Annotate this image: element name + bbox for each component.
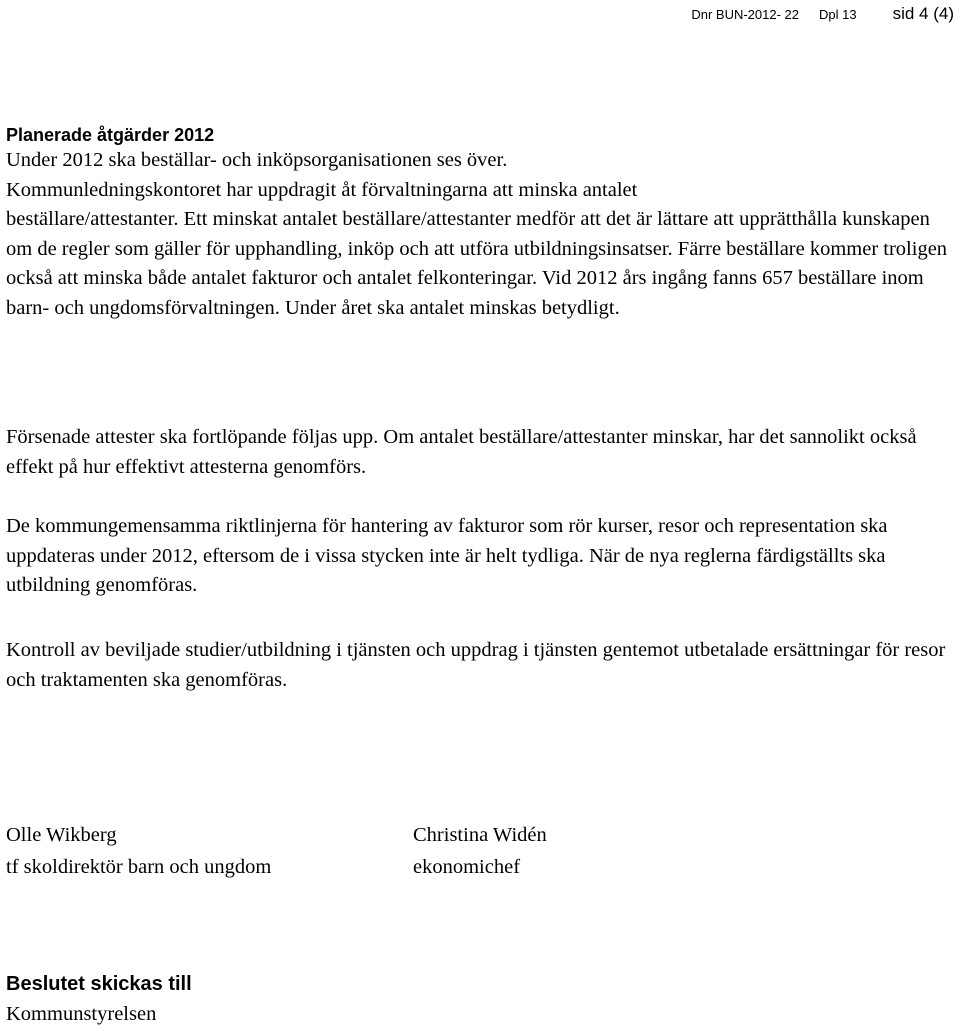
signature-block [6, 819, 271, 883]
signatory-title: tf skoldirektör barn och ungdom [6, 856, 272, 878]
document-number: Dnr BUN-2012- 22 [691, 7, 799, 22]
paragraph-guidelines: De kommungemensamma riktlinjerna för hantering av fakturor som rör kurser, resor och representation ska uppdateras under 2012, eftersom de i vissa stycken inte är helt tydliga. När de nya reglerna färdigställts ska utbildning genomföras. [6, 515, 888, 596]
page-header [691, 4, 954, 24]
paragraph-late-attestations: Försenade attester ska fortlöpande följas upp. Om antalet beställare/attestanter minskar, har det sannolikt också effekt på hur effektivt attesterna genomförs. [6, 426, 917, 478]
paragraph-control: Kontroll av beviljade studier/utbildning i tjänsten och uppdrag i tjänsten gentemot utbetalade ersättningar för resor och traktamenten ska genomföras. [6, 639, 946, 691]
section-heading: Planerade åtgärder 2012 [6, 125, 215, 145]
signatory-title: ekonomichef [413, 856, 521, 878]
paragraph-ordering-organisation [6, 205, 951, 323]
document-plan-number: Dpl 13 [819, 7, 857, 22]
intro-line: Kommunledningskontoret har uppdragit åt förvaltningarna att minska antalet [6, 178, 638, 201]
intro-line: beställare/attestanter. [6, 208, 179, 230]
signatory-name: Christina Widén [413, 824, 547, 846]
paragraph-text: Ett minskat antalet beställare/attestanter medför att det är lättare att upprätthålla kunskapen om de regler som gäller för upphandling, inköp och att utföra utbildningsinsatser. Färre beställare kommer troligen också att minska både antalet fakturor och antalet felkonteringar. Vid 2012 års ingång fanns 657 beställare inom barn- och ungdomsförvaltningen. Under året ska antalet minskas betydligt. [6, 208, 948, 319]
intro-text [6, 146, 951, 205]
distribution-recipient: Kommunstyrelsen [6, 1003, 157, 1025]
distribution-heading: Beslutet skickas till [6, 973, 192, 995]
signature-block [413, 819, 547, 883]
intro-line: Under 2012 ska beställar- och inköpsorganisationen ses över. [6, 149, 508, 171]
distribution-section [6, 969, 192, 1029]
signatory-name: Olle Wikberg [6, 824, 117, 846]
page-number: sid 4 (4) [892, 4, 954, 23]
